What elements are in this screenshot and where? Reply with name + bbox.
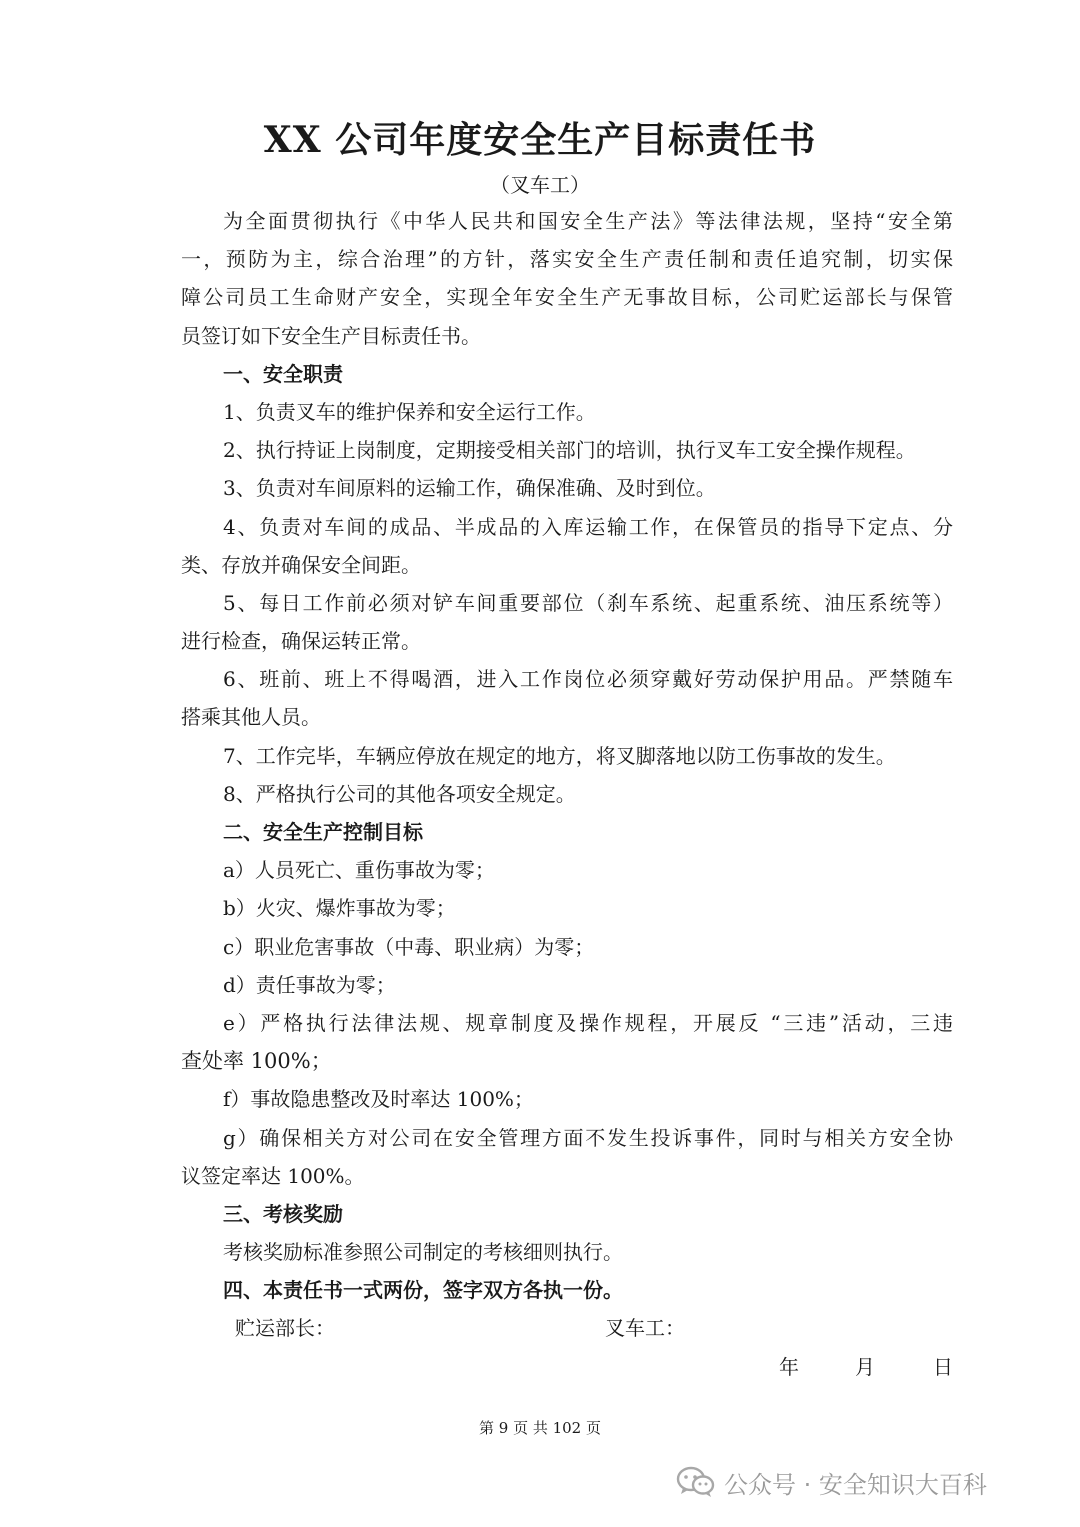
intro-line: 为全面贯彻执行《中华人民共和国安全生产法》等法律法规，坚持“安全第 [223, 209, 953, 233]
watermark-text: 公众号 · 安全知识大百科 [724, 1470, 987, 1499]
section-heading: 一、安全职责 [223, 361, 343, 386]
target-item: d）责任事故为零； [223, 972, 396, 997]
duty-item: 7、工作完毕，车辆应停放在规定的地方，将叉脚落地以防工伤事故的发生。 [223, 743, 896, 768]
page-number: 第 9 页 共 102 页 [478, 1419, 601, 1437]
duty-item-cont: 类、存放并确保安全间距。 [181, 552, 421, 577]
watermark [676, 1462, 987, 1502]
target-item: g）确保相关方对公司在安全管理方面不发生投诉事件，同时与相关方安全协 [223, 1125, 953, 1150]
intro-line: 障公司员工生命财产安全，实现全年安全生产无事故目标，公司贮运部长与保管 [181, 285, 953, 310]
document-subtitle: （叉车工） [490, 173, 590, 197]
duty-item-cont: 进行检查，确保运转正常。 [181, 629, 421, 654]
signature-left-label: 贮运部长： [235, 1316, 335, 1341]
target-item: e）严格执行法律法规、规章制度及操作规程，开展反 “三违”活动，三违 [223, 1010, 953, 1035]
reward-item: 考核奖励标准参照公司制定的考核细则执行。 [223, 1240, 623, 1265]
duty-item: 1、负责叉车的维护保养和安全运行工作。 [223, 399, 596, 424]
duty-item: 4、负责对车间的成品、半成品的入库运输工作，在保管员的指导下定点、分 [223, 514, 953, 539]
duty-item: 2、执行持证上岗制度，定期接受相关部门的培训，执行叉车工安全操作规程。 [223, 438, 916, 463]
target-item-cont: 议签定率达 100%。 [181, 1163, 365, 1188]
target-item: c）职业危害事故（中毒、职业病）为零； [223, 934, 595, 959]
section-heading: 三、考核奖励 [223, 1201, 343, 1226]
document-title: XX 公司年度安全生产目标责任书 [263, 119, 817, 161]
document-body [181, 202, 953, 1386]
target-item-cont: 查处率 100%； [181, 1049, 332, 1074]
signature-row [181, 1309, 953, 1347]
date-day-label: 日 [933, 1354, 953, 1379]
date-row [181, 1348, 953, 1386]
duty-item-cont: 搭乘其他人员。 [181, 705, 321, 730]
section-heading: 四、本责任书一式两份，签字双方各执一份。 [223, 1278, 623, 1303]
section-heading: 二、安全生产控制目标 [223, 820, 423, 844]
date-year-label: 年 [779, 1354, 799, 1379]
intro-line: 一，预防为主，综合治理”的方针，落实安全生产责任制和责任追究制，切实保 [181, 247, 953, 272]
duty-item: 3、负责对车间原料的运输工作，确保准确、及时到位。 [223, 476, 716, 501]
signature-right-label: 叉车工： [605, 1316, 685, 1341]
duty-item: 5、每日工作前必须对铲车间重要部位（刹车系统、起重系统、油压系统等） [223, 590, 953, 615]
duty-item: 8、严格执行公司的其他各项安全规定。 [223, 781, 576, 806]
intro-line: 员签订如下安全生产目标责任书。 [181, 323, 481, 348]
target-item: a）人员死亡、重伤事故为零； [223, 858, 495, 883]
wechat-icon [676, 1466, 716, 1498]
target-item: f）事故隐患整改及时率达 100%； [223, 1087, 534, 1112]
date-month-label: 月 [855, 1354, 875, 1379]
duty-item: 6、班前、班上不得喝酒，进入工作岗位必须穿戴好劳动保护用品。严禁随车 [223, 667, 953, 692]
target-item: b）火灾、爆炸事故为零； [223, 896, 456, 921]
